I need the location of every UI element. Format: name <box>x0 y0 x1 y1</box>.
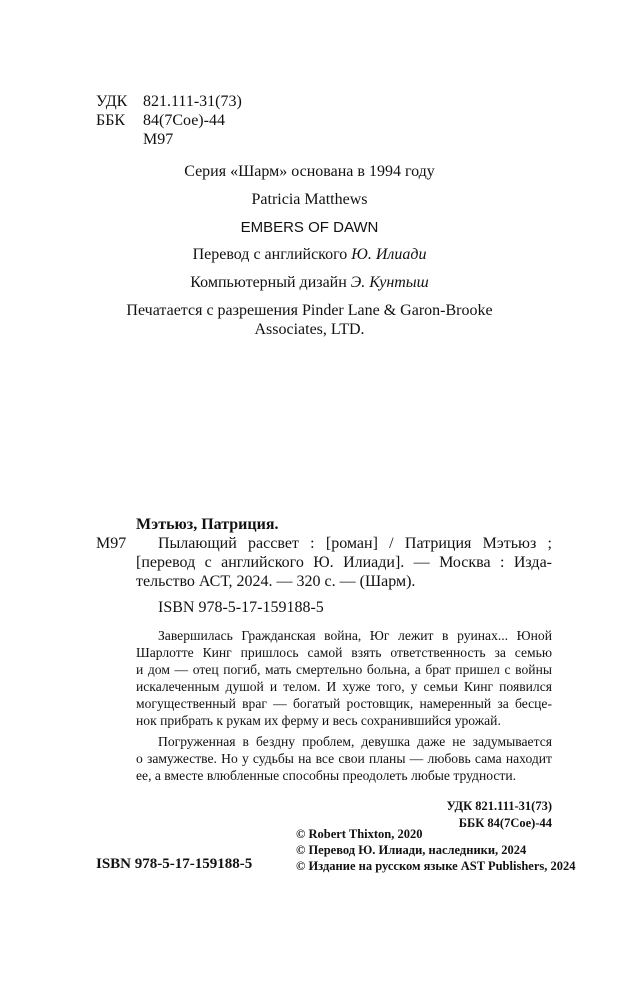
catalog-code: М97 <box>96 535 127 552</box>
permission-line-2: Associates, LTD. <box>254 321 365 338</box>
catalog-line-2: [перевод с английского Ю. Илиади]. — Москва : Изда- <box>136 554 552 571</box>
translator-name: Ю. Илиади <box>351 246 427 263</box>
original-title: EMBERS OF DAWN <box>240 219 379 236</box>
catalog-heading: Мэтьюз, Патриция. <box>136 516 279 533</box>
permission-line-1: Печатается с разрешения Pinder Lane & Garon-Brooke <box>126 302 493 319</box>
annotation-p1-line: и дом — отец погиб, мать смертельно больна, а брат пришел с войны <box>136 662 552 677</box>
annotation-p2-line: ее, а вместе влюбленные способны преодолеть любые трудности. <box>136 768 517 783</box>
footer-udk: УДК 821.111-31(73) <box>446 799 552 813</box>
copyright-line: © Перевод Ю. Илиади, наследники, 2024 <box>296 843 527 857</box>
series-line: Серия «Шарм» основана в 1994 году <box>184 163 435 180</box>
annotation-p2-line: Погруженная в бездну проблем, девушка даже не задумывается <box>158 734 552 749</box>
copyright-line: © Издание на русском языке AST Publishers, 2024 <box>296 859 576 873</box>
footer-isbn: ISBN 978-5-17-159188-5 <box>96 856 253 872</box>
annotation-p1-line: Шарлотте Кинг пришлось самой взять ответственность за семью <box>136 645 552 660</box>
author-code: М97 <box>143 131 174 148</box>
design-line <box>0 273 619 292</box>
design-prefix: Компьютерный дизайн <box>190 274 351 291</box>
catalog-line-1: Пылающий рассвет : [роман] / Патриция Мэтьюз ; <box>158 535 552 552</box>
translation-line <box>0 245 619 264</box>
annotation-p1-line: могущественный враг — богатый ростовщик, намеренный за бесце- <box>136 696 552 711</box>
annotation-p1-line: нок прибрать к рукам их ферму и весь сохранившийся урожай. <box>136 713 501 728</box>
bbk-label: ББК <box>96 112 126 129</box>
annotation-p2-line: о замужестве. Но у судьбы на все свои планы — любовь сама находит <box>136 751 552 766</box>
translation-prefix: Перевод с английского <box>192 246 352 263</box>
udk-value: 821.111-31(73) <box>143 93 242 110</box>
footer-bbk: ББК 84(7Сое)-44 <box>458 816 552 830</box>
annotation-p1-line: искалеченным душой и телом. И хуже того, у семьи Кинг появился <box>136 679 552 694</box>
catalog-line-3: тельство АСТ, 2024. — 320 с. — (Шарм). <box>136 573 416 590</box>
bbk-value: 84(7Сое)-44 <box>143 112 225 129</box>
catalog-isbn: ISBN 978-5-17-159188-5 <box>158 599 324 616</box>
annotation-p1-line: Завершилась Гражданская война, Юг лежит в руинах... Юной <box>158 628 552 643</box>
original-author: Patricia Matthews <box>251 191 368 208</box>
udk-label: УДК <box>96 93 128 110</box>
designer-name: Э. Кунтыш <box>350 274 429 291</box>
copyright-line: © Robert Thixton, 2020 <box>296 827 423 841</box>
